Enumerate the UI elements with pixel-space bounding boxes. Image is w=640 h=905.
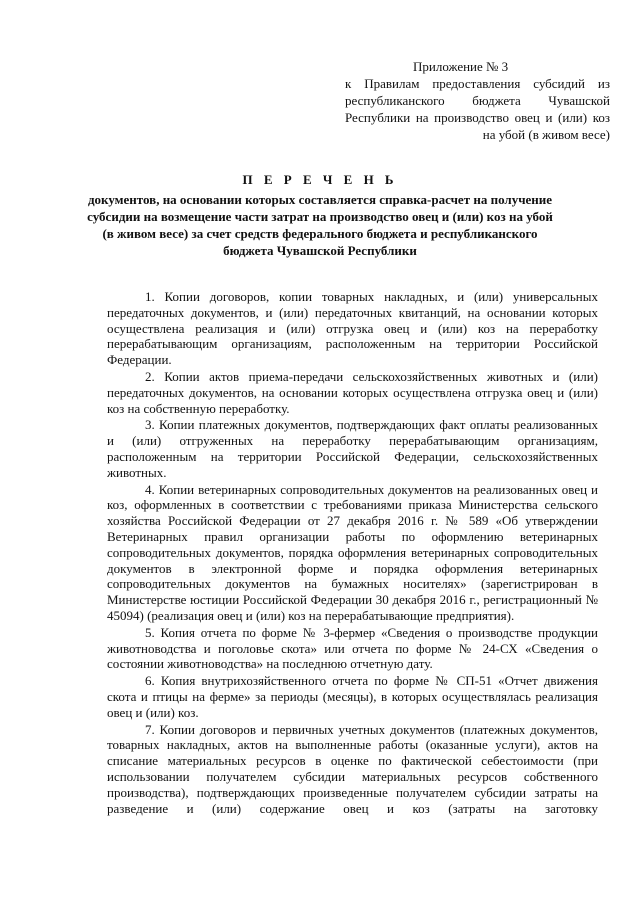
title-heading: П Е Р Е Ч Е Н Ь <box>242 172 398 187</box>
appendix-reference: к Правилам предоставления субсидий из республиканского бюджета Чувашской Республики на производство овец и (или) коз на убой (в живом весе) <box>345 76 610 142</box>
document-title <box>80 171 560 259</box>
list-item: 3. Копии платежных документов, подтверждающих факт оплаты реализованных и (или) отгруженных на переработку перерабатывающим организациям, расположенным на территории Российской Федерации, сельскохозяйственных животных. <box>107 417 598 480</box>
list-item: 6. Копия внутрихозяйственного отчета по форме № СП-51 «Отчет движения скота и птицы на ферме» за периоды (месяцы), в которых осуществлялась реализация овец и (или) коз. <box>107 673 598 720</box>
list-item: 4. Копии ветеринарных сопроводительных документов на реализованных овец и коз, оформленных в соответствии с требованиями приказа Министерства сельского хозяйства Российской Федерации от 27 декабря 2016 г. № 589 «Об утверждении Ветеринарных правил организации работы по оформлению ветеринарных сопроводительных документов, порядка оформления ветеринарных сопроводительных документов в электронной форме и порядка оформления ветеринарных сопроводительных документов на бумажных носителях» (зарегистрирован в Министерстве юстиции Российской Федерации 30 декабря 2016 г., регистрационный № 45094) (реализация овец и (или) коз на перерабатывающие предприятия). <box>107 481 598 623</box>
list-item: 5. Копия отчета по форме № 3-фермер «Сведения о производстве продукции животноводства и поголовье скота» или отчета по форме № 24-СХ «Сведения о состоянии животноводства» на последнюю отчетную дату. <box>107 624 598 672</box>
appendix-number: Приложение № 3 <box>413 59 509 74</box>
title-subtitle: документов, на основании которых составляется справка-расчет на получение субсидии на возмещение части затрат на производство овец и (или) коз на убой (в живом весе) за счет средств федерального бюджета и республиканского бюджета Чувашской Республики <box>87 192 553 258</box>
appendix-block <box>340 58 610 143</box>
document-list <box>107 289 598 817</box>
list-item: 2. Копии актов приема-передачи сельскохозяйственных животных и (или) передаточных документов, на основании которых осуществлена отгрузка овец и (или) коз на собственную переработку. <box>107 368 598 416</box>
list-item: 1. Копии договоров, копии товарных накладных, и (или) универсальных передаточных документов, и (или) передаточных квитанций, на основании которых осуществлена реализация и (или) отгрузка овец и (или) коз на переработку перерабатывающим организациям, расположенным на территории Российской Федерации. <box>107 289 598 368</box>
list-item: 7. Копии договоров и первичных учетных документов (платежных документов, товарных накладных, актов на выполненные работы (оказанные услуги), актов на списание материальных ресурсов в оценке по фактической себестоимости (при использовании получателем субсидии материальных ресурсов собственного производства), подтверждающих произведенные получателем субсидии затраты на разведение и (или) содержание овец и коз (затраты на заготовку <box>107 721 598 816</box>
